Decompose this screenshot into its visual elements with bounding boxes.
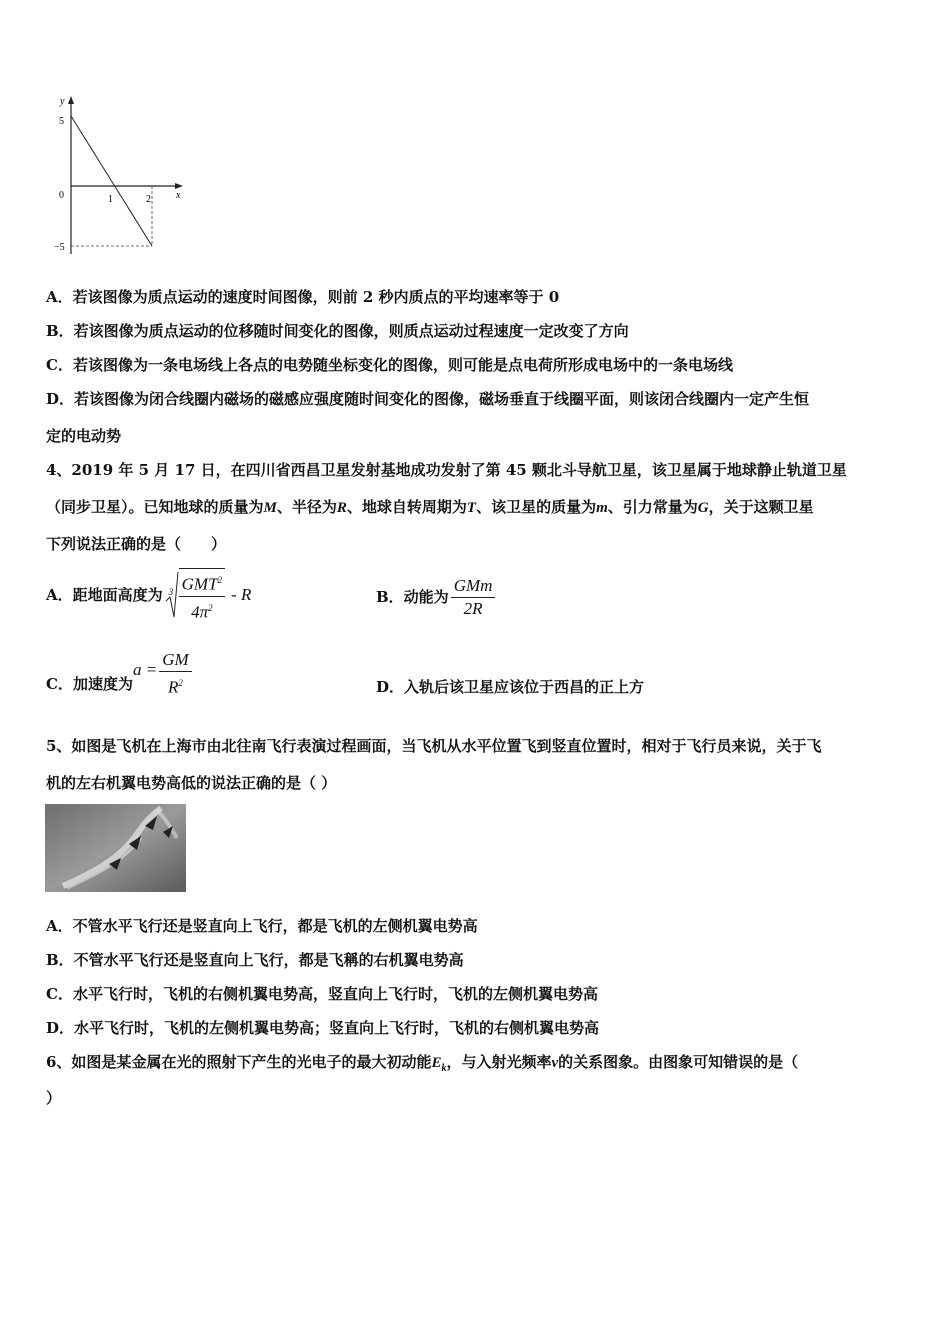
q4-stem-text-d: 、该卫星的质量为 xyxy=(476,498,597,516)
q4-option-c[interactable] xyxy=(46,650,194,698)
q5-option-b[interactable]: B．不管水平飞行还是竖直向上飞行，都是飞稱的右机翼电势高 xyxy=(46,951,464,969)
q6-stem-line1 xyxy=(46,1052,798,1079)
q4-stem-line2 xyxy=(46,497,814,518)
q3-option-d[interactable]: D．若该图像为闭合线圈内磁场的磁感应强度随时间变化的图像，磁场垂直于线圈平面，则该闭合线圈内一定产生恒 xyxy=(46,390,810,408)
q4-b-denominator: 2R xyxy=(463,598,483,618)
symbol-gravity-constant: G xyxy=(697,500,709,516)
q4-stem-text-a: （同步卫星）。已知地球的质量为 xyxy=(46,498,264,516)
symbol-frequency: v xyxy=(551,1055,559,1071)
q4-option-b-label: B．动能为 xyxy=(376,588,449,606)
symbol-radius: R xyxy=(336,500,347,516)
symbol-earth-mass: M xyxy=(263,500,277,516)
q4-stem-text-f: ，关于这颗卫星 xyxy=(708,498,814,516)
q4-c-lhs: a = xyxy=(132,660,158,679)
x-axis-arrow xyxy=(175,183,183,189)
tick-x-2: 2 xyxy=(146,194,151,205)
symbol-sat-mass: m xyxy=(596,500,608,516)
q4-b-numerator: GMm xyxy=(451,577,496,598)
y-axis-arrow xyxy=(68,96,74,104)
q3-option-c[interactable]: C．若该图像为一条电场线上各点的电势随坐标变化的图像，则可能是点电荷所形成电场中的一条电场线 xyxy=(46,356,733,374)
q3-option-d-continued: 定的电动势 xyxy=(46,427,122,445)
root-index: 3 xyxy=(168,587,174,598)
q4-a-numerator: GMT$^2$ xyxy=(179,571,225,597)
q4-option-b[interactable] xyxy=(376,574,497,620)
q4-stem-text-c: 、地球自转周期为 xyxy=(346,498,467,516)
tick-y-top: 5 xyxy=(59,116,64,127)
q4-option-c-label: C．加速度为 xyxy=(46,675,133,693)
q4-stem-text-e: 、引力常量为 xyxy=(607,498,698,516)
graph-line xyxy=(71,116,152,246)
q4-option-a-label: A．距地面高度为 xyxy=(46,586,163,604)
q4-stem-line1: 4、2019 年 5 月 17 日，在四川省西昌卫星发射基地成功发射了第 45 颗北斗导航卫星，该卫星属于地球静止轨道卫星 xyxy=(46,461,847,479)
tick-y-bottom: −5 xyxy=(54,242,65,253)
cube-root-formula xyxy=(165,568,252,621)
q4-a-minus-r: - R xyxy=(231,585,252,604)
symbol-period: T xyxy=(466,500,477,516)
q4-option-d[interactable]: D．入轨后该卫星应该位于西昌的正上方 xyxy=(376,678,645,696)
q4-c-numerator: GM xyxy=(159,651,191,672)
y-axis-label: y xyxy=(60,96,65,107)
q5-option-a[interactable]: A．不管水平飞行还是竖直向上飞行，都是飞机的左侧机翼电势高 xyxy=(46,917,478,935)
q6-stem-line2: ） xyxy=(46,1089,62,1107)
q3-option-a[interactable]: A．若该图像为质点运动的速度时间图像，则前 2 秒内质点的平均速率等于 0 xyxy=(46,288,560,306)
q5-option-c[interactable]: C．水平飞行时，飞机的右侧机翼电势高，竖直向上飞行时，飞机的左侧机翼电势高 xyxy=(46,985,598,1003)
symbol-kinetic-energy: $E_k$ xyxy=(431,1055,447,1074)
q4-option-a[interactable] xyxy=(46,570,251,620)
q6-stem-text-a: 6、如图是某金属在光的照射下产生的光电子的最大初动能 xyxy=(46,1053,432,1071)
line-graph xyxy=(52,94,192,259)
q4-a-denominator: $4\pi^2$ xyxy=(191,602,213,622)
x-axis-label: x xyxy=(176,190,181,201)
tick-origin: 0 xyxy=(59,190,64,201)
q5-stem-line2: 机的左右机翼电势高低的说法正确的是（ ） xyxy=(46,774,337,792)
q6-stem-text-c: 的关系图象。由图象可知错误的是（ xyxy=(558,1053,799,1071)
q3-option-b[interactable]: B．若该图像为质点运动的位移随时间变化的图像，则质点运动过程速度一定改变了方向 xyxy=(46,322,629,340)
tick-x-1: 1 xyxy=(108,194,113,205)
q6-stem-text-b: ，与入射光频率 xyxy=(446,1053,552,1071)
airshow-photo xyxy=(45,804,186,892)
q4-stem-text-b: 、半径为 xyxy=(276,498,337,516)
q4-c-denominator: $R^2$ xyxy=(167,677,183,697)
q5-stem-line1: 5、如图是飞机在上海市由北往南飞行表演过程画面，当飞机从水平位置飞到竖直位置时，相对于飞行员来说，关于飞 xyxy=(46,737,822,755)
q4-stem-line3: 下列说法正确的是（ ） xyxy=(46,535,227,553)
q5-option-d[interactable]: D．水平飞行时，飞机的左侧机翼电势高；竖直向上飞行时，飞机的右侧机翼电势高 xyxy=(46,1019,600,1037)
